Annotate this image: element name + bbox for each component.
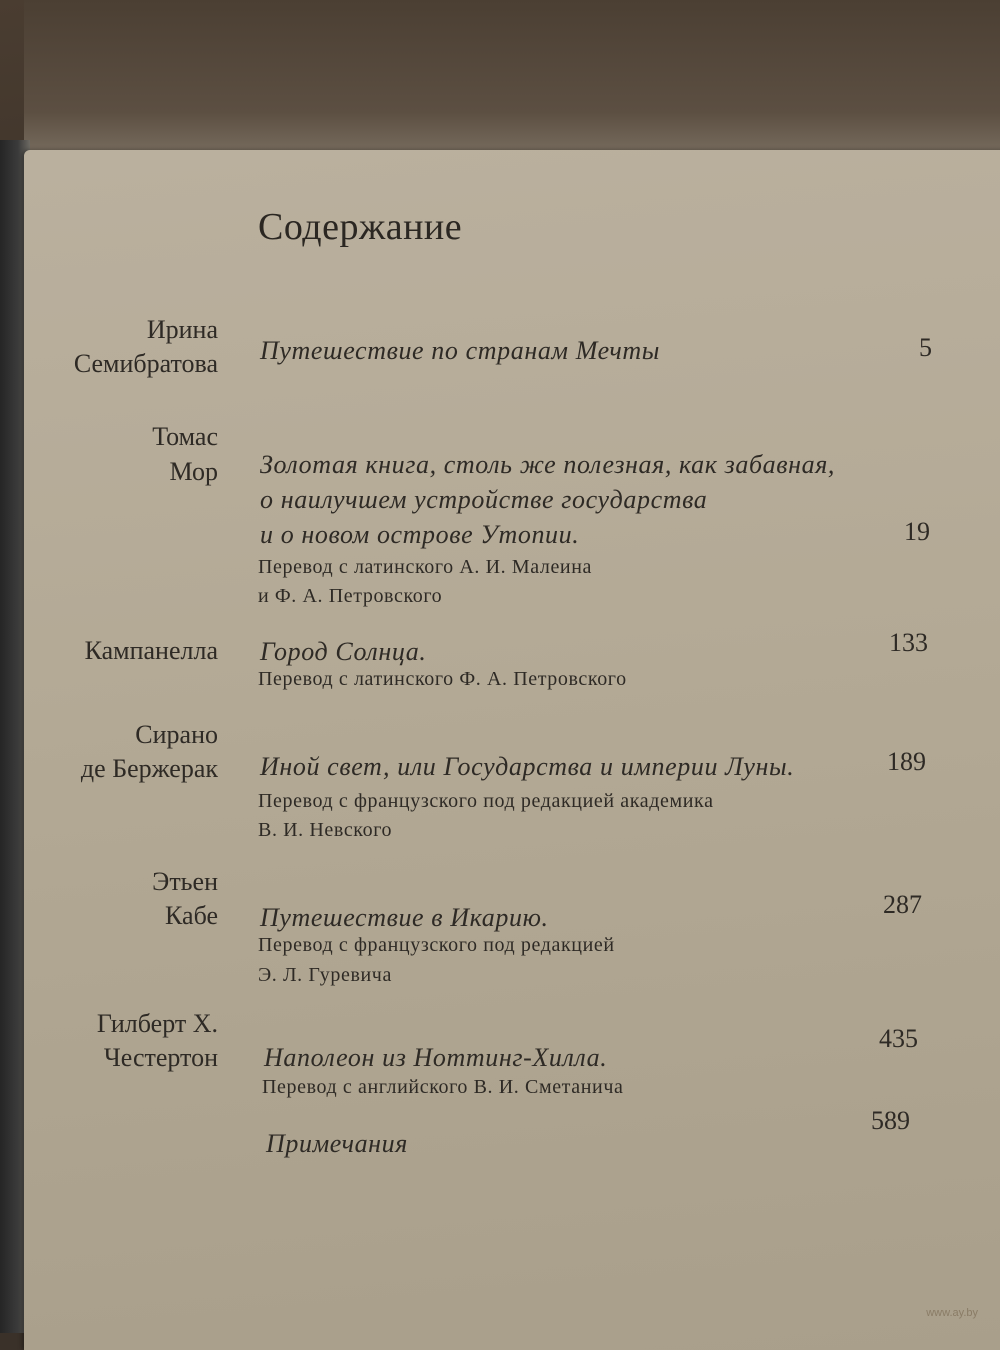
entry-page-number: 5 (919, 333, 932, 362)
entry-translator-line: Перевод с английского В. И. Сметанича (262, 1076, 624, 1098)
watermark: www.ay.by (926, 1307, 978, 1319)
page-top-shadow (24, 0, 1000, 160)
entry-translator-line: Перевод с французского под редакцией академика (258, 790, 714, 812)
entry-author-line: Гилберт Х. (96, 1009, 218, 1038)
entry-page-number: 19 (904, 517, 930, 546)
entry-author-line: Сирано (135, 720, 218, 749)
entry-translator-line: В. И. Невского (258, 819, 393, 841)
entry-title-line: Путешествие в Икарию. (260, 903, 549, 932)
entry-title-line: Иной свет, или Государства и империи Луны. (260, 752, 795, 781)
entry-author-line: Кампанелла (84, 636, 218, 665)
entry-author-line: Мор (169, 457, 218, 486)
entry-translator-line: Э. Л. Гуревича (258, 964, 392, 986)
entry-author-line: Семибратова (73, 349, 218, 378)
entry-page-number: 287 (883, 890, 922, 919)
entry-translator-line: Перевод с латинского Ф. А. Петровского (258, 668, 627, 690)
entry-title-line: Примечания (266, 1129, 408, 1158)
entry-title-line: Путешествие по странам Мечты (260, 336, 660, 365)
entry-translator-line: Перевод с латинского А. И. Малеина (258, 556, 593, 578)
entry-author-line: Томас (152, 422, 218, 451)
entry-translator-line: и Ф. А. Петровского (258, 585, 443, 607)
entry-title-line: Наполеон из Ноттинг-Хилла. (264, 1043, 608, 1072)
entry-page-number: 435 (879, 1024, 918, 1053)
entry-page-number: 589 (871, 1106, 910, 1135)
entry-author-line: Этьен (152, 867, 218, 896)
entry-translator-line: Перевод с французского под редакцией (258, 934, 615, 956)
entry-page-number: 189 (887, 747, 926, 776)
entry-title-line: и о новом острове Утопии. (260, 520, 580, 549)
entry-title-line: Город Солнца. (260, 637, 427, 666)
entry-author-line: Честертон (103, 1043, 218, 1072)
entry-page-number: 133 (889, 628, 928, 657)
entry-author-line: де Бержерак (80, 754, 218, 783)
entry-author-line: Кабе (165, 901, 218, 930)
entry-title-line: о наилучшем устройстве государства (260, 485, 708, 514)
page-title: Содержание (258, 206, 463, 248)
entry-author-line: Ирина (146, 315, 218, 344)
entry-title-line: Золотая книга, столь же полезная, как забавная, (260, 450, 836, 479)
